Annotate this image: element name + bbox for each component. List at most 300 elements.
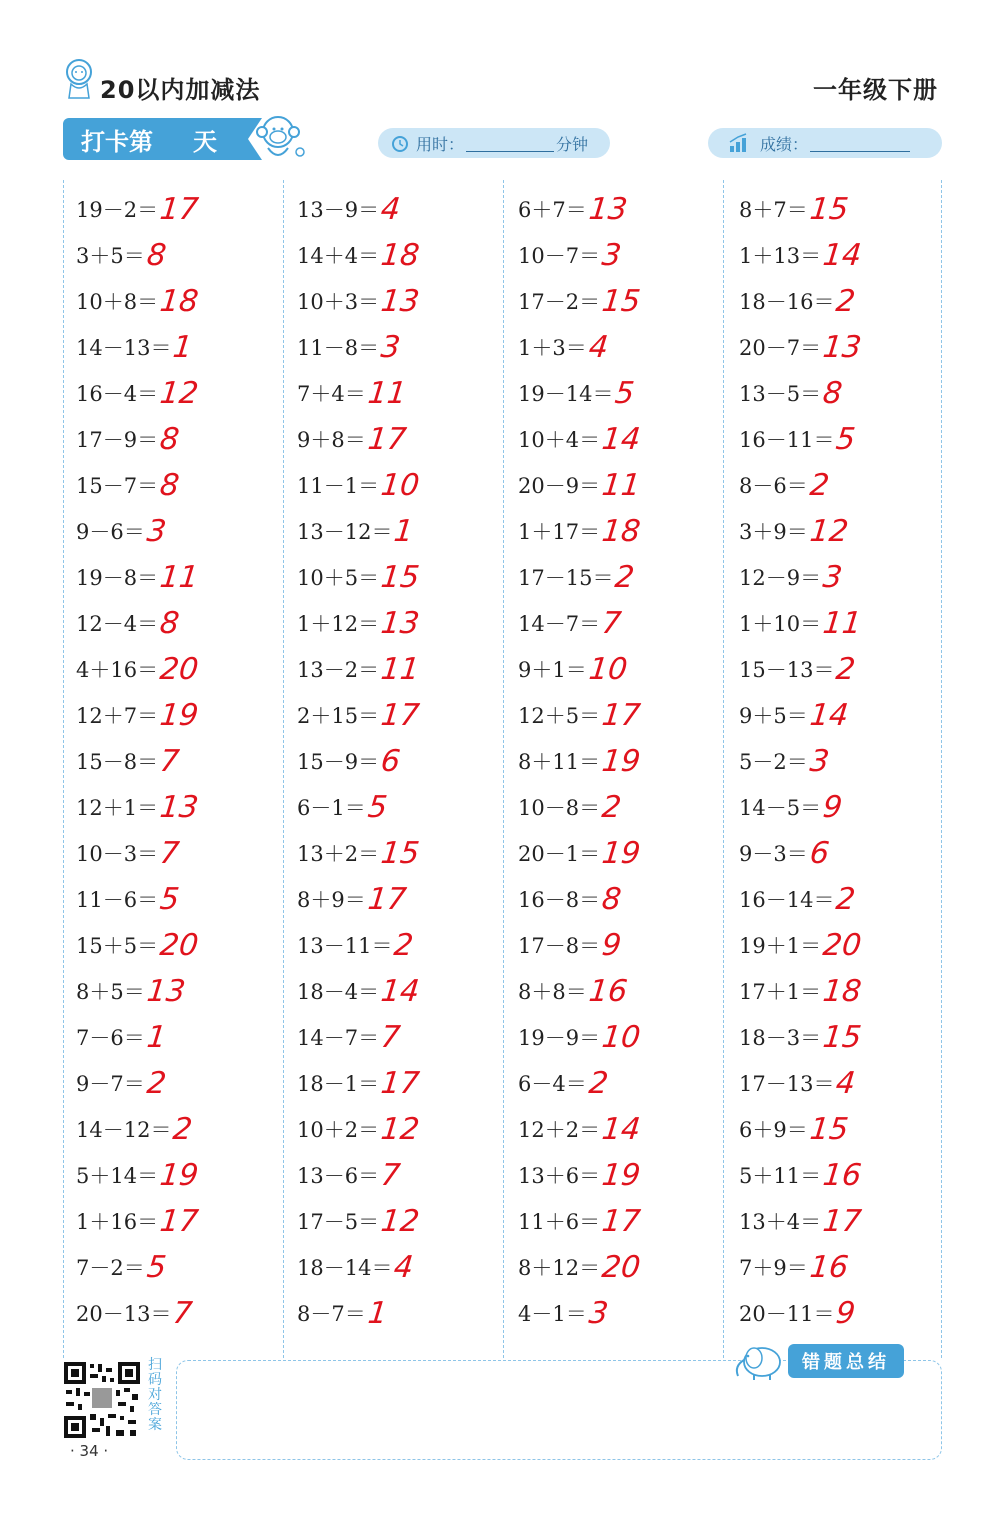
problem-equation: 2＋15＝ xyxy=(297,704,380,728)
problem-row xyxy=(739,784,954,830)
handwritten-answer[interactable]: 16 xyxy=(821,1157,864,1193)
checkin-suffix: 天 xyxy=(193,127,217,156)
problem-equation: 19＋1＝ xyxy=(739,934,822,958)
problem-equation: 8＋5＝ xyxy=(76,980,145,1004)
handwritten-answer[interactable]: 19 xyxy=(158,697,201,733)
problem-equation: 3＋5＝ xyxy=(76,244,145,268)
time-input-line[interactable] xyxy=(466,135,554,152)
problem-row xyxy=(297,278,512,324)
problem-equation: 20－9＝ xyxy=(518,474,601,498)
handwritten-answer[interactable]: 10 xyxy=(586,651,629,687)
handwritten-answer[interactable]: 18 xyxy=(821,973,864,1009)
handwritten-answer[interactable]: 20 xyxy=(158,651,201,687)
handwritten-answer[interactable]: 15 xyxy=(807,191,850,227)
problem-row xyxy=(739,876,954,922)
handwritten-answer[interactable]: 2 xyxy=(834,881,858,917)
problem-row xyxy=(739,462,954,508)
problem-equation: 3＋9＝ xyxy=(739,520,808,544)
problem-row xyxy=(518,508,733,554)
problem-row xyxy=(76,1290,291,1336)
problem-equation: 8－7＝ xyxy=(297,1302,366,1326)
problem-equation: 10＋3＝ xyxy=(297,290,380,314)
problem-row xyxy=(739,186,954,232)
handwritten-answer[interactable]: 9 xyxy=(821,789,845,825)
handwritten-answer[interactable]: 15 xyxy=(379,559,422,595)
handwritten-answer[interactable]: 5 xyxy=(613,375,637,411)
problem-equation: 5－2＝ xyxy=(739,750,808,774)
problem-equation: 17＋1＝ xyxy=(739,980,822,1004)
handwritten-answer[interactable]: 20 xyxy=(821,927,864,963)
problem-equation: 15＋5＝ xyxy=(76,934,159,958)
problem-row xyxy=(76,738,291,784)
handwritten-answer[interactable]: 16 xyxy=(807,1249,850,1285)
handwritten-answer[interactable]: 5 xyxy=(158,881,182,917)
problem-equation: 8＋9＝ xyxy=(297,888,366,912)
handwritten-answer[interactable]: 12 xyxy=(379,1203,422,1239)
problem-row xyxy=(739,1060,954,1106)
problem-equation: 4＋16＝ xyxy=(76,658,159,682)
handwritten-answer[interactable]: 8 xyxy=(158,421,182,457)
handwritten-answer[interactable]: 14 xyxy=(600,1111,643,1147)
problem-row xyxy=(297,1152,512,1198)
problem-equation: 17－9＝ xyxy=(76,428,159,452)
handwritten-answer[interactable]: 19 xyxy=(158,1157,201,1193)
problem-equation: 12＋7＝ xyxy=(76,704,159,728)
page-number: · 34 · xyxy=(70,1442,109,1460)
problem-row xyxy=(297,1244,512,1290)
problem-equation: 11＋6＝ xyxy=(518,1210,601,1234)
handwritten-answer[interactable]: 17 xyxy=(365,881,408,917)
problem-row xyxy=(739,600,954,646)
handwritten-answer[interactable]: 12 xyxy=(807,513,850,549)
problem-row xyxy=(297,738,512,784)
problem-row xyxy=(297,370,512,416)
problem-row xyxy=(76,278,291,324)
handwritten-answer[interactable]: 20 xyxy=(600,1249,643,1285)
problem-row xyxy=(297,876,512,922)
problem-equation: 15－8＝ xyxy=(76,750,159,774)
problem-equation: 8＋11＝ xyxy=(518,750,601,774)
handwritten-answer[interactable]: 1 xyxy=(144,1019,168,1055)
handwritten-answer[interactable]: 2 xyxy=(171,1111,195,1147)
problem-row xyxy=(518,1060,733,1106)
problem-equation: 18－14＝ xyxy=(297,1256,393,1280)
handwritten-answer[interactable]: 7 xyxy=(158,835,182,871)
problem-equation: 9－7＝ xyxy=(76,1072,145,1096)
problem-column-3 xyxy=(518,186,733,1336)
handwritten-answer[interactable]: 17 xyxy=(379,1065,422,1101)
handwritten-answer[interactable]: 3 xyxy=(586,1295,610,1331)
problem-row xyxy=(76,1198,291,1244)
handwritten-answer[interactable]: 4 xyxy=(586,329,610,365)
problem-row xyxy=(297,830,512,876)
problem-equation: 15－7＝ xyxy=(76,474,159,498)
problem-equation: 14－7＝ xyxy=(518,612,601,636)
handwritten-answer[interactable]: 11 xyxy=(821,605,864,641)
handwritten-answer[interactable]: 2 xyxy=(144,1065,168,1101)
handwritten-answer[interactable]: 9 xyxy=(834,1295,858,1331)
time-label: 用时： xyxy=(416,134,465,154)
problem-equation: 7－6＝ xyxy=(76,1026,145,1050)
problem-equation: 8＋8＝ xyxy=(518,980,587,1004)
handwritten-answer[interactable]: 1 xyxy=(171,329,195,365)
handwritten-answer[interactable]: 4 xyxy=(392,1249,416,1285)
problem-row xyxy=(518,232,733,278)
problem-equation: 18－4＝ xyxy=(297,980,380,1004)
handwritten-answer[interactable]: 14 xyxy=(821,237,864,273)
handwritten-answer[interactable]: 15 xyxy=(821,1019,864,1055)
handwritten-answer[interactable]: 3 xyxy=(379,329,403,365)
handwritten-answer[interactable]: 18 xyxy=(379,237,422,273)
handwritten-answer[interactable]: 18 xyxy=(600,513,643,549)
problem-equation: 15－13＝ xyxy=(739,658,835,682)
handwritten-answer[interactable]: 13 xyxy=(158,789,201,825)
elephant-mascot-icon xyxy=(730,1340,788,1382)
handwritten-answer[interactable]: 4 xyxy=(834,1065,858,1101)
problem-row xyxy=(739,922,954,968)
time-field xyxy=(378,128,610,158)
handwritten-answer[interactable]: 7 xyxy=(379,1157,403,1193)
handwritten-answer[interactable]: 8 xyxy=(158,467,182,503)
problem-row xyxy=(739,646,954,692)
problem-equation: 20－13＝ xyxy=(76,1302,172,1326)
monkey-mascot-icon xyxy=(252,112,308,166)
problem-row xyxy=(76,232,291,278)
problem-row xyxy=(739,1198,954,1244)
problem-equation: 19－9＝ xyxy=(518,1026,601,1050)
handwritten-answer[interactable]: 3 xyxy=(144,513,168,549)
handwritten-answer[interactable]: 17 xyxy=(365,421,408,457)
problem-row xyxy=(297,646,512,692)
handwritten-answer[interactable]: 8 xyxy=(600,881,624,917)
handwritten-answer[interactable]: 17 xyxy=(600,1203,643,1239)
grade-label: 一年级下册 xyxy=(813,76,938,104)
problem-equation: 20－1＝ xyxy=(518,842,601,866)
problem-row xyxy=(297,968,512,1014)
problem-equation: 16－8＝ xyxy=(518,888,601,912)
problem-row xyxy=(76,462,291,508)
problem-row xyxy=(518,1244,733,1290)
handwritten-answer[interactable]: 3 xyxy=(821,559,845,595)
problem-equation: 10－8＝ xyxy=(518,796,601,820)
problem-row xyxy=(76,186,291,232)
problem-equation: 7＋4＝ xyxy=(297,382,366,406)
problem-row xyxy=(739,692,954,738)
handwritten-answer[interactable]: 13 xyxy=(586,191,629,227)
handwritten-answer[interactable]: 15 xyxy=(600,283,643,319)
handwritten-answer[interactable]: 6 xyxy=(807,835,831,871)
problem-row xyxy=(518,600,733,646)
handwritten-answer[interactable]: 7 xyxy=(158,743,182,779)
handwritten-answer[interactable]: 1 xyxy=(392,513,416,549)
handwritten-answer[interactable]: 12 xyxy=(158,375,201,411)
problem-row xyxy=(518,186,733,232)
problem-equation: 20－7＝ xyxy=(739,336,822,360)
handwritten-answer[interactable]: 2 xyxy=(586,1065,610,1101)
problem-equation: 13－6＝ xyxy=(297,1164,380,1188)
problem-row xyxy=(76,600,291,646)
problem-row xyxy=(739,1244,954,1290)
problem-equation: 12－4＝ xyxy=(76,612,159,636)
handwritten-answer[interactable]: 19 xyxy=(600,1157,643,1193)
book-title: 20以内加减法 xyxy=(100,76,261,104)
problem-row xyxy=(297,1198,512,1244)
scan-for-answers-label: 扫码对答案 xyxy=(148,1357,162,1433)
problem-row xyxy=(739,508,954,554)
problem-equation: 13－2＝ xyxy=(297,658,380,682)
problem-row xyxy=(518,738,733,784)
problem-equation: 1＋17＝ xyxy=(518,520,601,544)
handwritten-answer[interactable]: 5 xyxy=(834,421,858,457)
problem-equation: 9＋5＝ xyxy=(739,704,808,728)
problem-row xyxy=(297,922,512,968)
handwritten-answer[interactable]: 15 xyxy=(379,835,422,871)
problem-equation: 5＋14＝ xyxy=(76,1164,159,1188)
problem-equation: 13－5＝ xyxy=(739,382,822,406)
time-unit: 分钟 xyxy=(556,134,589,154)
handwritten-answer[interactable]: 14 xyxy=(807,697,850,733)
problem-equation: 10＋8＝ xyxy=(76,290,159,314)
problem-equation: 9＋8＝ xyxy=(297,428,366,452)
problem-equation: 13－9＝ xyxy=(297,198,380,222)
problem-row xyxy=(76,646,291,692)
problem-row xyxy=(76,830,291,876)
problem-row xyxy=(518,370,733,416)
problem-equation: 6＋9＝ xyxy=(739,1118,808,1142)
checkin-prefix: 打卡第 xyxy=(81,127,153,156)
score-field xyxy=(708,128,942,158)
handwritten-answer[interactable]: 7 xyxy=(171,1295,195,1331)
problem-row xyxy=(76,416,291,462)
handwritten-answer[interactable]: 13 xyxy=(379,283,422,319)
problem-column-1 xyxy=(76,186,291,1336)
bar-chart-icon xyxy=(728,133,750,153)
handwritten-answer[interactable]: 2 xyxy=(613,559,637,595)
handwritten-answer[interactable]: 13 xyxy=(821,329,864,365)
problem-row xyxy=(76,876,291,922)
handwritten-answer[interactable]: 11 xyxy=(158,559,201,595)
problem-equation: 18－1＝ xyxy=(297,1072,380,1096)
problem-equation: 19－8＝ xyxy=(76,566,159,590)
problem-row xyxy=(739,324,954,370)
problem-row xyxy=(518,784,733,830)
handwritten-answer[interactable]: 7 xyxy=(379,1019,403,1055)
problem-equation: 12＋5＝ xyxy=(518,704,601,728)
handwritten-answer[interactable]: 16 xyxy=(586,973,629,1009)
qr-code-icon[interactable] xyxy=(62,1360,142,1440)
problem-equation: 10＋4＝ xyxy=(518,428,601,452)
problem-row xyxy=(518,1014,733,1060)
handwritten-answer[interactable]: 17 xyxy=(379,697,422,733)
handwritten-answer[interactable]: 8 xyxy=(821,375,845,411)
handwritten-answer[interactable]: 10 xyxy=(379,467,422,503)
problem-equation: 6－4＝ xyxy=(518,1072,587,1096)
handwritten-answer[interactable]: 19 xyxy=(600,835,643,871)
handwritten-answer[interactable]: 13 xyxy=(144,973,187,1009)
problem-equation: 15－9＝ xyxy=(297,750,380,774)
handwritten-answer[interactable]: 10 xyxy=(600,1019,643,1055)
handwritten-answer[interactable]: 12 xyxy=(379,1111,422,1147)
problem-row xyxy=(297,462,512,508)
problem-row xyxy=(518,1152,733,1198)
problem-row xyxy=(739,1290,954,1336)
handwritten-answer[interactable]: 9 xyxy=(600,927,624,963)
handwritten-answer[interactable]: 2 xyxy=(600,789,624,825)
handwritten-answer[interactable]: 2 xyxy=(392,927,416,963)
problem-row xyxy=(76,1060,291,1106)
problem-equation: 10－7＝ xyxy=(518,244,601,268)
problem-row xyxy=(76,1106,291,1152)
problem-equation: 14－12＝ xyxy=(76,1118,172,1142)
problem-row xyxy=(739,1152,954,1198)
problem-row xyxy=(518,1290,733,1336)
problem-row xyxy=(739,968,954,1014)
handwritten-answer[interactable]: 8 xyxy=(158,605,182,641)
problem-row xyxy=(76,324,291,370)
handwritten-answer[interactable]: 8 xyxy=(144,237,168,273)
handwritten-answer[interactable]: 17 xyxy=(158,191,201,227)
mistake-summary-label: 错题总结 xyxy=(788,1344,904,1378)
problem-row xyxy=(518,462,733,508)
problem-equation: 7＋9＝ xyxy=(739,1256,808,1280)
checkin-banner xyxy=(63,118,248,160)
problem-equation: 9－3＝ xyxy=(739,842,808,866)
problem-row xyxy=(297,1014,512,1060)
handwritten-answer[interactable]: 14 xyxy=(379,973,422,1009)
handwritten-answer[interactable]: 2 xyxy=(834,651,858,687)
problem-equation: 13－12＝ xyxy=(297,520,393,544)
problem-equation: 14＋4＝ xyxy=(297,244,380,268)
score-input-line[interactable] xyxy=(810,135,910,152)
problem-equation: 6＋7＝ xyxy=(518,198,587,222)
problem-row xyxy=(297,232,512,278)
problem-equation: 1＋3＝ xyxy=(518,336,587,360)
problem-equation: 13＋2＝ xyxy=(297,842,380,866)
problem-equation: 9＋1＝ xyxy=(518,658,587,682)
problem-equation: 9－6＝ xyxy=(76,520,145,544)
problem-equation: 8＋7＝ xyxy=(739,198,808,222)
problem-row xyxy=(739,830,954,876)
handwritten-answer[interactable]: 1 xyxy=(365,1295,389,1331)
problem-row xyxy=(518,646,733,692)
problem-equation: 1＋10＝ xyxy=(739,612,822,636)
problem-equation: 11－6＝ xyxy=(76,888,159,912)
handwritten-answer[interactable]: 3 xyxy=(807,743,831,779)
problem-row xyxy=(76,1014,291,1060)
handwritten-answer[interactable]: 17 xyxy=(158,1203,201,1239)
problem-equation: 10－3＝ xyxy=(76,842,159,866)
handwritten-answer[interactable]: 5 xyxy=(144,1249,168,1285)
problem-equation: 1＋16＝ xyxy=(76,1210,159,1234)
problem-equation: 10＋5＝ xyxy=(297,566,380,590)
problem-equation: 17－13＝ xyxy=(739,1072,835,1096)
problem-row xyxy=(76,692,291,738)
problem-equation: 7－2＝ xyxy=(76,1256,145,1280)
handwritten-answer[interactable]: 2 xyxy=(807,467,831,503)
handwritten-answer[interactable]: 11 xyxy=(365,375,408,411)
problem-equation: 18－3＝ xyxy=(739,1026,822,1050)
handwritten-answer[interactable]: 15 xyxy=(807,1111,850,1147)
problem-equation: 12－9＝ xyxy=(739,566,822,590)
problem-row xyxy=(739,1106,954,1152)
problem-row xyxy=(297,186,512,232)
handwritten-answer[interactable]: 4 xyxy=(379,191,403,227)
problem-row xyxy=(76,1152,291,1198)
handwritten-answer[interactable]: 14 xyxy=(600,421,643,457)
handwritten-answer[interactable]: 5 xyxy=(365,789,389,825)
handwritten-answer[interactable]: 6 xyxy=(379,743,403,779)
problem-equation: 11－1＝ xyxy=(297,474,380,498)
problem-equation: 14－5＝ xyxy=(739,796,822,820)
lion-mascot-icon xyxy=(62,58,96,100)
handwritten-answer[interactable]: 17 xyxy=(600,697,643,733)
problem-row xyxy=(518,876,733,922)
problem-equation: 6－1＝ xyxy=(297,796,366,820)
handwritten-answer[interactable]: 2 xyxy=(834,283,858,319)
problem-equation: 19－14＝ xyxy=(518,382,614,406)
handwritten-answer[interactable]: 17 xyxy=(821,1203,864,1239)
problem-row xyxy=(297,416,512,462)
problem-equation: 14－13＝ xyxy=(76,336,172,360)
problem-row xyxy=(297,1290,512,1336)
problem-row xyxy=(739,1014,954,1060)
handwritten-answer[interactable]: 11 xyxy=(379,651,422,687)
problem-row xyxy=(297,1060,512,1106)
problem-row xyxy=(518,968,733,1014)
handwritten-answer[interactable]: 18 xyxy=(158,283,201,319)
problem-equation: 13＋4＝ xyxy=(739,1210,822,1234)
problem-row xyxy=(739,554,954,600)
problem-row xyxy=(76,554,291,600)
problem-row xyxy=(518,692,733,738)
problem-row xyxy=(739,370,954,416)
problem-row xyxy=(518,1106,733,1152)
problem-row xyxy=(297,692,512,738)
problem-equation: 5＋11＝ xyxy=(739,1164,822,1188)
problem-row xyxy=(518,416,733,462)
problem-row xyxy=(297,784,512,830)
problem-row xyxy=(76,922,291,968)
problem-equation: 13－11＝ xyxy=(297,934,393,958)
handwritten-answer[interactable]: 20 xyxy=(158,927,201,963)
problem-row xyxy=(76,968,291,1014)
problem-row xyxy=(739,232,954,278)
problem-row xyxy=(297,508,512,554)
problem-equation: 11－8＝ xyxy=(297,336,380,360)
handwritten-answer[interactable]: 13 xyxy=(379,605,422,641)
handwritten-answer[interactable]: 19 xyxy=(600,743,643,779)
problem-equation: 12＋1＝ xyxy=(76,796,159,820)
problem-row xyxy=(518,554,733,600)
problem-equation: 13＋6＝ xyxy=(518,1164,601,1188)
problem-equation: 1＋12＝ xyxy=(297,612,380,636)
problem-row xyxy=(518,922,733,968)
problem-row xyxy=(297,554,512,600)
problem-row xyxy=(518,1198,733,1244)
problem-equation: 19－2＝ xyxy=(76,198,159,222)
problem-row xyxy=(297,600,512,646)
problem-row xyxy=(739,416,954,462)
problem-row xyxy=(76,508,291,554)
problem-equation: 16－11＝ xyxy=(739,428,835,452)
alarm-clock-icon xyxy=(390,133,410,153)
handwritten-answer[interactable]: 7 xyxy=(600,605,624,641)
handwritten-answer[interactable]: 11 xyxy=(600,467,643,503)
problem-row xyxy=(518,278,733,324)
problem-equation: 16－4＝ xyxy=(76,382,159,406)
problem-equation: 20－11＝ xyxy=(739,1302,835,1326)
handwritten-answer[interactable]: 3 xyxy=(600,237,624,273)
